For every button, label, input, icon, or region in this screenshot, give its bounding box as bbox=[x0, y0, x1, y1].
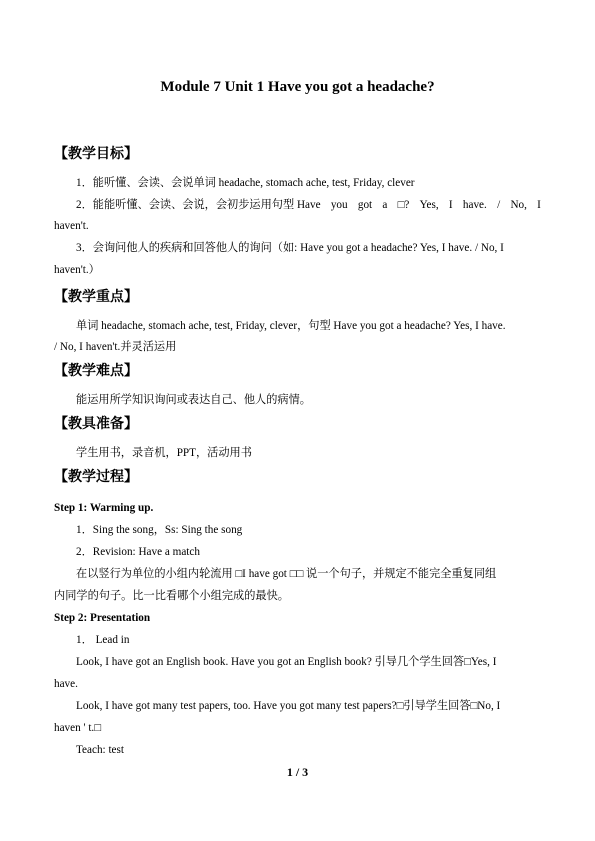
step-1-desc-line-2: 内同学的句子。比一比看哪个小组完成的最快。 bbox=[54, 590, 289, 602]
goal-item-2-cont: haven't. bbox=[54, 220, 89, 232]
goal-item-2 bbox=[76, 198, 541, 212]
goal-item-2-word: I bbox=[448, 199, 453, 211]
section-heading-process: 【教学过程】 bbox=[54, 470, 138, 485]
section-heading-goals: 【教学目标】 bbox=[54, 147, 138, 162]
goal-item-3: 3．会询问他人的疾病和回答他人的询问（如: Have you got a headache? Yes, I have. / No, I bbox=[76, 242, 504, 254]
step-2-teach: Teach: test bbox=[76, 744, 124, 756]
materials-line: 学生用书，录音机，PPT，活动用书 bbox=[76, 447, 252, 459]
page-number: 1 / 3 bbox=[286, 765, 309, 779]
goal-item-2-word: □? bbox=[397, 199, 410, 211]
document-title: Module 7 Unit 1 Have you got a headache? bbox=[160, 79, 435, 95]
step-2-title: Step 2: Presentation bbox=[54, 612, 151, 624]
section-heading-key-points: 【教学重点】 bbox=[54, 290, 138, 305]
goal-item-2-word: / bbox=[497, 199, 501, 211]
goal-item-2-word: No, bbox=[510, 199, 527, 211]
difficulties-line: 能运用所学知识询问或表达自己、他人的病情。 bbox=[76, 394, 311, 406]
key-points-line-2: / No, I haven't.并灵活运用 bbox=[54, 341, 177, 353]
section-heading-difficulties: 【教学难点】 bbox=[54, 364, 138, 379]
goal-item-2-word: 2．能能听懂、会读、会说，会初步运用句型 Have bbox=[76, 199, 321, 211]
step-2-paragraph-2: Look, I have got many test papers, too. Have you got many test papers?□引导学生回答□No, I bbox=[76, 700, 501, 712]
goal-item-3-cont: haven't.） bbox=[54, 264, 100, 276]
key-points-line-1: 单词 headache, stomach ache, test, Friday, clever，句型 Have you got a headache? Yes, I have. bbox=[76, 320, 506, 332]
goal-item-2-word: a bbox=[382, 199, 388, 211]
goal-item-2-word: got bbox=[357, 199, 373, 211]
step-1-title: Step 1: Warming up. bbox=[54, 502, 154, 514]
step-2-paragraph-2-cont: haven ' t.□ bbox=[54, 722, 101, 734]
step-1-desc-line-1: 在以竖行为单位的小组内轮流用 □I have got □□ 说一个句子，并规定不能完全重复同组 bbox=[76, 568, 497, 580]
goal-item-1: 1．能听懂、会读、会说单词 headache, stomach ache, test, Friday, clever bbox=[76, 177, 415, 189]
step-2-item-1: 1． Lead in bbox=[76, 634, 130, 646]
step-2-paragraph-1-cont: have. bbox=[54, 678, 78, 690]
goal-item-2-word: you bbox=[330, 199, 348, 211]
goal-item-2-word: have. bbox=[462, 199, 487, 211]
step-1-item-1: 1．Sing the song，Ss: Sing the song bbox=[76, 524, 243, 536]
step-2-paragraph-1: Look, I have got an English book. Have you got an English book? 引导几个学生回答□Yes, I bbox=[76, 656, 497, 668]
step-1-item-2: 2．Revision: Have a match bbox=[76, 546, 200, 558]
goal-item-2-word: I bbox=[537, 199, 541, 211]
goal-item-2-word: Yes, bbox=[419, 199, 439, 211]
section-heading-materials: 【教具准备】 bbox=[54, 417, 138, 432]
